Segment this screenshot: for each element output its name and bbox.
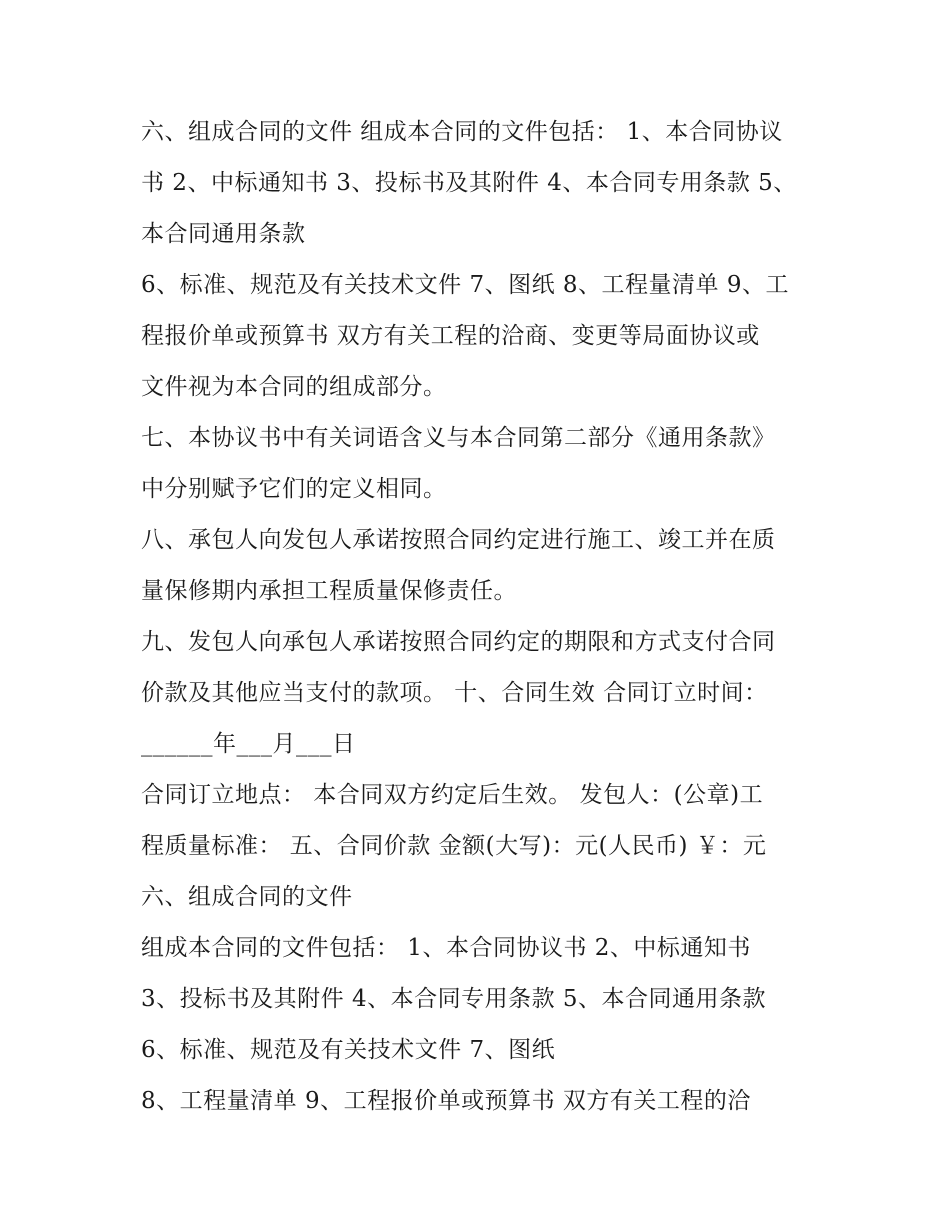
text-line: 本合同通用条款 — [141, 221, 306, 247]
text-line: 6、标准、规范及有关技术文件 7、图纸 — [141, 1037, 556, 1063]
text-line: 文件视为本合同的组成部分。 — [141, 374, 447, 400]
text-line: 3、投标书及其附件 4、本合同专用条款 5、本合同通用条款 — [141, 986, 767, 1012]
text-line: 价款及其他应当支付的款项。 十、合同生效 合同订立时间： — [141, 680, 768, 706]
document-body — [141, 107, 841, 1127]
text-line: 6、标准、规范及有关技术文件 7、图纸 8、工程量清单 9、工 — [141, 272, 789, 298]
text-line: 量保修期内承担工程质量保修责任。 — [141, 578, 517, 604]
section-heading: 六、组成合同的文件 — [141, 884, 353, 910]
text-line: 九、发包人向承包人承诺按照合同约定的期限和方式支付合同 — [141, 629, 776, 655]
text-line: 组成本合同的文件包括： 1、本合同协议书 2、中标通知书 — [141, 935, 751, 961]
text-line: 程质量标准： 五、合同价款 金额(大写)：元(人民币) ￥：元 — [141, 833, 767, 859]
text-line: 书 2、中标通知书 3、投标书及其附件 4、本合同专用条款 5、 — [141, 170, 797, 196]
text-line: 程报价单或预算书 双方有关工程的洽商、变更等局面协议或 — [141, 323, 760, 349]
text-line: 七、本协议书中有关词语含义与本合同第二部分《通用条款》 — [141, 425, 776, 451]
text-line: 六、组成合同的文件 组成本合同的文件包括： 1、本合同协议 — [141, 119, 783, 145]
text-line: 八、承包人向发包人承诺按照合同约定进行施工、竣工并在质 — [141, 527, 776, 553]
text-line: 8、工程量清单 9、工程报价单或预算书 双方有关工程的洽 — [141, 1088, 751, 1114]
text-line: 合同订立地点： 本合同双方约定后生效。 发包人：(公章)工 — [141, 782, 764, 808]
date-blank-line: ______年___月___日 — [141, 731, 356, 757]
text-line: 中分别赋予它们的定义相同。 — [141, 476, 447, 502]
